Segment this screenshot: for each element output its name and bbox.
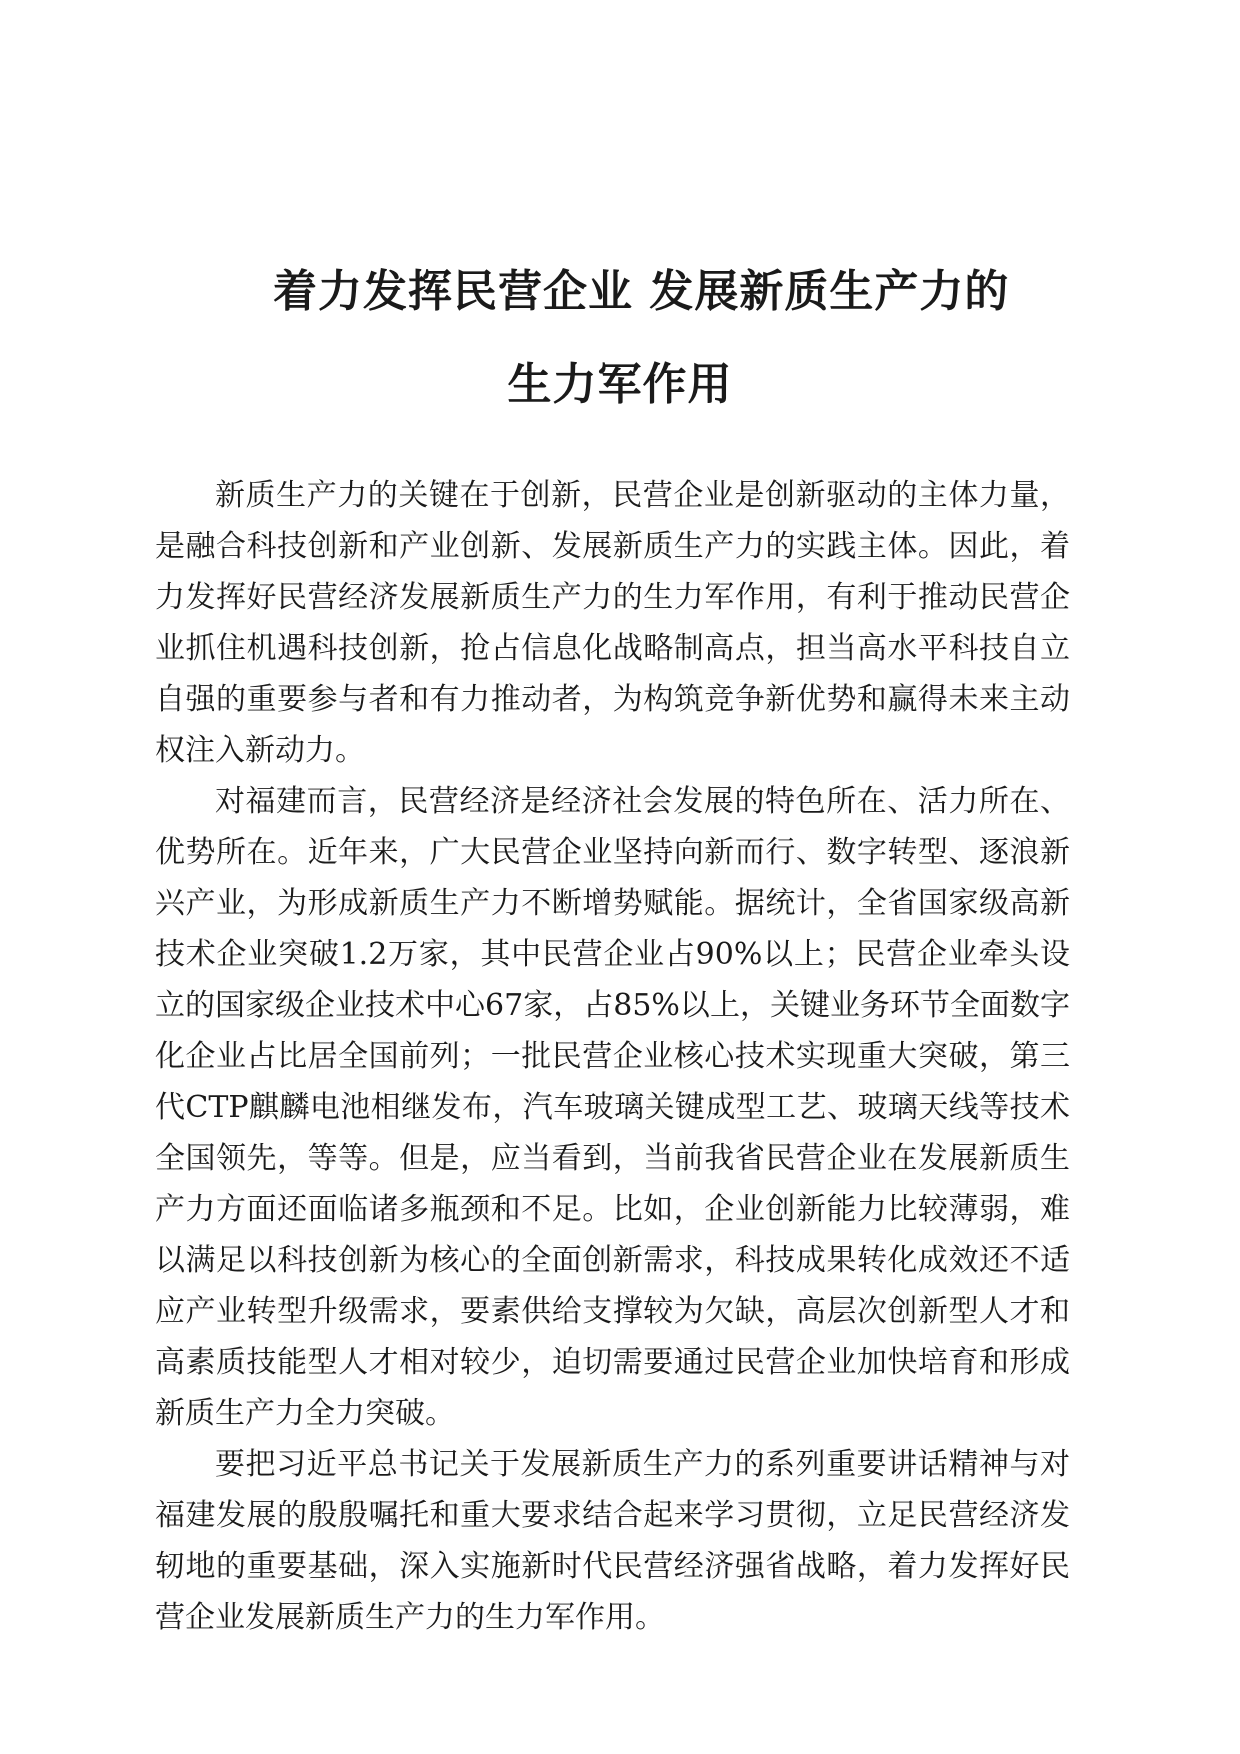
document-title-line-2: 生力军作用: [507, 359, 733, 410]
document-title-line-1: 着力发挥民营企业 发展新质生产力的: [273, 266, 1010, 317]
paragraph-2: 对福建而言，民营经济是经济社会发展的特色所在、活力所在、优势所在。近年来，广大民营企业坚持向新而行、数字转型、逐浪新兴产业，为形成新质生产力不断增势赋能。据统计，全省国家级高新技术企业突破1.2万家，其中民营企业占90%以上；民营企业牵头设立的国家级企业技术中心67家，占85%以上，关键业务环节全面数字化企业占比居全国前列；一批民营企业核心技术实现重大突破，第三代CTP麒麟电池相继发布，汽车玻璃关键成型工艺、玻璃天线等技术全国领先，等等。但是，应当看到，当前我省民营企业在发展新质生产力方面还面临诸多瓶颈和不足。比如，企业创新能力比较薄弱，难以满足以科技创新为核心的全面创新需求，科技成果转化成效还不适应产业转型升级需求，要素供给支撑较为欠缺，高层次创新型人才和高素质技能型人才相对较少，迫切需要通过民营企业加快培育和形成新质生产力全力突破。: [155, 784, 1070, 1431]
paragraph-3: 要把习近平总书记关于发展新质生产力的系列重要讲话精神与对福建发展的殷殷嘱托和重大要求结合起来学习贯彻，立足民营经济发轫地的重要基础，深入实施新时代民营经济强省战略，着力发挥好民营企业发展新质生产力的生力军作用。: [155, 1447, 1070, 1635]
paragraph-1: 新质生产力的关键在于创新，民营企业是创新驱动的主体力量，是融合科技创新和产业创新、发展新质生产力的实践主体。因此，着力发挥好民营经济发展新质生产力的生力军作用，有利于推动民营企业抓住机遇科技创新，抢占信息化战略制高点，担当高水平科技自立自强的重要参与者和有力推动者，为构筑竞争新优势和赢得未来主动权注入新动力。: [155, 478, 1070, 768]
document-body: [155, 470, 1070, 1643]
